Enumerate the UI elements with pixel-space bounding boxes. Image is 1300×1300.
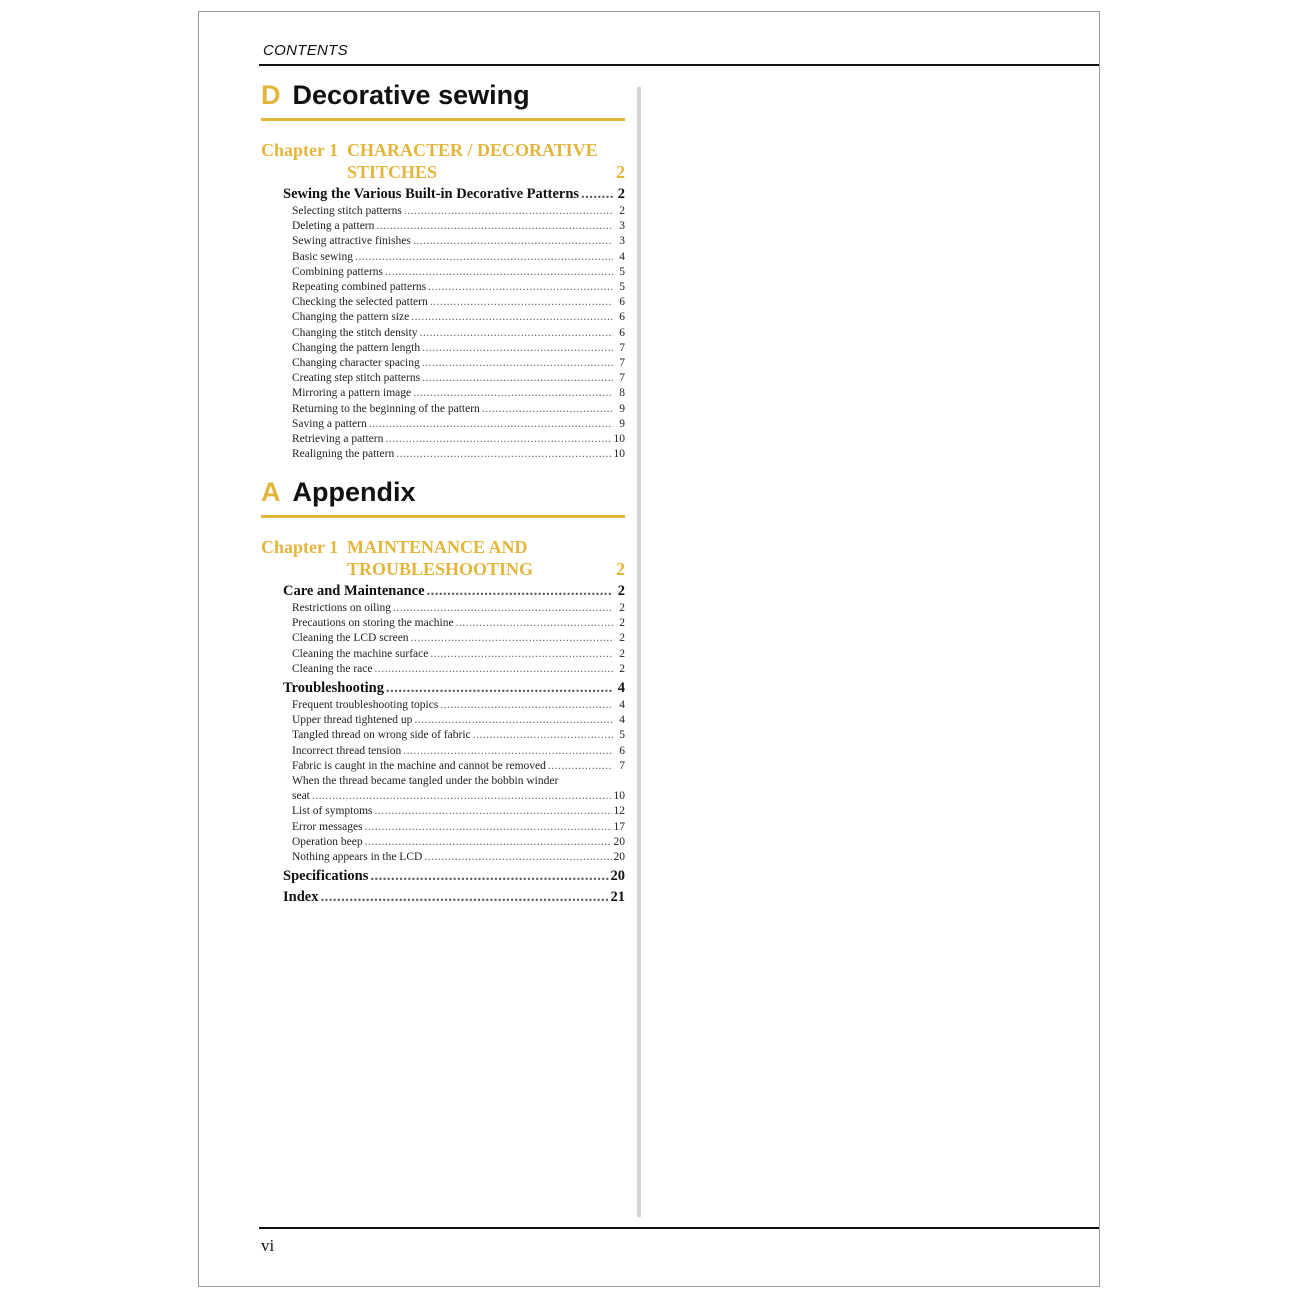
leader-dots xyxy=(370,867,608,886)
entry-page: 10 xyxy=(613,790,625,803)
toc-entry[interactable] xyxy=(292,250,625,265)
leader-dots xyxy=(365,820,612,835)
section-items xyxy=(261,804,625,865)
toc-section-specifications[interactable] xyxy=(283,867,625,886)
entry-page: 6 xyxy=(619,744,625,757)
entry-title: Precautions on storing the machine xyxy=(292,617,454,630)
toc-entry[interactable] xyxy=(292,616,625,631)
entry-title: Upper thread tightened up xyxy=(292,714,413,727)
entry-title: Changing the stitch density xyxy=(292,326,418,339)
toc-entry[interactable] xyxy=(292,219,625,234)
toc-entry[interactable] xyxy=(292,850,625,865)
leader-dots xyxy=(386,679,613,698)
entry-page: 17 xyxy=(613,820,625,833)
entry-line-1: When the thread became tangled under the bobbin winder xyxy=(292,775,559,788)
leader-dots xyxy=(411,310,613,325)
entry-title: Retrieving a pattern xyxy=(292,433,384,446)
entry-title: Changing the pattern size xyxy=(292,311,410,324)
section-items xyxy=(261,698,625,774)
leader-dots xyxy=(369,417,613,432)
entry-page: 20 xyxy=(613,851,625,864)
entry-page: 4 xyxy=(619,714,625,727)
leader-dots xyxy=(376,219,613,234)
entry-page: 2 xyxy=(619,602,625,614)
entry-page: 2 xyxy=(619,647,625,660)
header-rule xyxy=(259,64,1099,66)
section-page: 2 xyxy=(617,583,625,599)
entry-page: 2 xyxy=(619,662,625,675)
footer-rule xyxy=(259,1227,1099,1229)
chapter-heading[interactable] xyxy=(261,139,625,183)
entry-page: 2 xyxy=(619,617,625,630)
manual-page xyxy=(198,11,1100,1287)
leader-dots xyxy=(420,326,613,341)
chapter-label: Chapter 1 xyxy=(261,140,339,160)
entry-page: 3 xyxy=(619,235,625,248)
toc-section-troubleshooting[interactable] xyxy=(283,679,625,698)
entry-page: 7 xyxy=(619,759,625,772)
leader-dots xyxy=(413,234,613,249)
entry-page: 5 xyxy=(619,281,625,294)
toc-part-d xyxy=(261,80,625,462)
entry-title: Returning to the beginning of the pattern xyxy=(292,402,480,415)
chapter-page: 2 xyxy=(616,162,625,182)
toc-entry[interactable] xyxy=(292,804,625,819)
leader-dots xyxy=(385,265,613,280)
entry-title: Selecting stitch patterns xyxy=(292,205,402,217)
toc-entry[interactable] xyxy=(292,265,625,280)
toc-section-index[interactable] xyxy=(283,888,625,907)
entry-title: Creating step stitch patterns xyxy=(292,372,421,385)
leader-dots xyxy=(430,295,613,310)
leader-dots xyxy=(440,698,613,713)
toc-entry[interactable] xyxy=(292,295,625,310)
entry-title: Restrictions on oiling xyxy=(292,602,392,614)
toc-entry[interactable] xyxy=(292,356,625,371)
toc-entry[interactable] xyxy=(292,744,625,759)
toc-entry[interactable] xyxy=(292,386,625,401)
toc-entry[interactable] xyxy=(292,835,625,850)
section-items xyxy=(261,204,625,462)
chapter-page: 2 xyxy=(616,559,625,579)
part-title: Appendix xyxy=(292,477,416,507)
toc-entry[interactable] xyxy=(292,447,625,462)
toc-entry[interactable] xyxy=(292,417,625,432)
toc-entry[interactable] xyxy=(292,631,625,646)
entry-page: 6 xyxy=(619,326,625,339)
toc-entry[interactable] xyxy=(292,341,625,356)
entry-page: 10 xyxy=(613,448,625,461)
section-title: Index xyxy=(283,889,319,906)
entry-page: 7 xyxy=(619,341,625,354)
chapter-label: Chapter 1 xyxy=(261,537,339,557)
entry-title: Cleaning the LCD screen xyxy=(292,632,409,645)
entry-title: Cleaning the machine surface xyxy=(292,647,429,660)
chapter-title: MAINTENANCE AND TROUBLESHOOTING xyxy=(347,537,534,579)
toc-entry[interactable] xyxy=(292,759,625,774)
chapter-title: CHARACTER / DECORATIVE STITCHES xyxy=(347,140,598,182)
part-letter: A xyxy=(261,477,281,507)
entry-page: 4 xyxy=(619,699,625,712)
leader-dots xyxy=(428,280,613,295)
section-title: Troubleshooting xyxy=(283,680,384,697)
section-page: 4 xyxy=(617,680,625,697)
entry-title: Cleaning the race xyxy=(292,662,373,675)
entry-title: Fabric is caught in the machine and cannot be removed xyxy=(292,759,546,772)
entry-page: 5 xyxy=(619,729,625,742)
entry-page: 10 xyxy=(613,433,625,446)
entry-title: Repeating combined patterns xyxy=(292,281,427,294)
entry-title: Combining patterns xyxy=(292,265,384,278)
toc-entry-wrapped[interactable] xyxy=(292,774,625,789)
entry-title: Operation beep xyxy=(292,835,363,848)
entry-title: List of symptoms xyxy=(292,805,373,818)
leader-dots xyxy=(355,250,613,265)
entry-title: Frequent troubleshooting topics xyxy=(292,699,439,712)
toc-entry[interactable] xyxy=(292,310,625,325)
entry-page: 20 xyxy=(613,835,625,848)
entry-title: Deleting a pattern xyxy=(292,220,375,233)
section-page: 21 xyxy=(610,889,625,906)
leader-dots xyxy=(422,341,613,356)
toc-entry[interactable] xyxy=(292,326,625,341)
toc-entry[interactable] xyxy=(292,647,625,662)
toc-entry[interactable] xyxy=(292,662,625,677)
leader-dots xyxy=(404,204,613,219)
section-items xyxy=(261,601,625,677)
column-divider xyxy=(637,87,641,1217)
entry-page: 3 xyxy=(619,220,625,233)
entry-title: Tangled thread on wrong side of fabric xyxy=(292,729,471,742)
entry-line-2: seat xyxy=(292,790,310,803)
toc-entry[interactable] xyxy=(292,371,625,386)
toc-entry[interactable] xyxy=(292,204,625,219)
leader-dots xyxy=(548,759,613,774)
entry-title: Sewing attractive finishes xyxy=(292,235,411,248)
toc-entry[interactable] xyxy=(292,234,625,249)
section-title: Care and Maintenance xyxy=(283,583,425,599)
entry-title: Nothing appears in the LCD xyxy=(292,851,423,864)
leader-dots xyxy=(581,185,613,204)
leader-dots xyxy=(374,662,613,677)
toc-entry[interactable] xyxy=(292,432,625,447)
entry-page: 7 xyxy=(619,357,625,370)
leader-dots xyxy=(427,582,613,601)
toc-part-a xyxy=(261,477,625,907)
entry-page: 6 xyxy=(619,296,625,309)
entry-page: 8 xyxy=(619,387,625,400)
toc-entry[interactable] xyxy=(292,728,625,743)
toc-entry[interactable] xyxy=(292,280,625,295)
entry-title: Realigning the pattern xyxy=(292,448,395,461)
leader-dots xyxy=(456,616,613,631)
leader-dots xyxy=(396,447,611,462)
leader-dots xyxy=(473,728,613,743)
toc-section[interactable] xyxy=(283,185,625,204)
leader-dots xyxy=(482,402,613,417)
entry-page: 7 xyxy=(619,372,625,385)
entry-page: 4 xyxy=(619,250,625,263)
entry-page: 9 xyxy=(619,402,625,415)
page-number: vi xyxy=(261,1236,275,1255)
leader-dots xyxy=(422,356,613,371)
leader-dots xyxy=(424,850,611,865)
leader-dots xyxy=(403,744,613,759)
entry-title: Changing the pattern length xyxy=(292,341,421,354)
part-title: Decorative sewing xyxy=(292,80,530,110)
entry-page: 5 xyxy=(619,265,625,278)
section-page: 20 xyxy=(610,868,625,885)
toc-entry[interactable] xyxy=(292,601,625,616)
toc-entry-wrapped-cont[interactable] xyxy=(292,789,625,804)
running-head: CONTENTS xyxy=(263,42,348,59)
leader-dots xyxy=(430,647,613,662)
entry-page: 9 xyxy=(619,417,625,430)
leader-dots xyxy=(422,371,613,386)
chapter-heading[interactable] xyxy=(261,536,625,580)
entry-page: 2 xyxy=(619,205,625,217)
toc-section-care[interactable] xyxy=(283,582,625,601)
entry-title: Checking the selected pattern xyxy=(292,296,428,309)
section-title: Specifications xyxy=(283,868,369,885)
part-heading xyxy=(261,80,625,121)
entry-title: Error messages xyxy=(292,820,363,833)
leader-dots xyxy=(375,804,612,819)
part-heading xyxy=(261,477,625,518)
entry-title: Mirroring a pattern image xyxy=(292,387,412,400)
leader-dots xyxy=(413,386,613,401)
entry-page: 12 xyxy=(613,805,625,818)
entry-title: Saving a pattern xyxy=(292,417,367,430)
part-letter: D xyxy=(261,80,281,110)
entry-title: Incorrect thread tension xyxy=(292,744,402,757)
toc-entry[interactable] xyxy=(292,698,625,713)
entry-title: Basic sewing xyxy=(292,250,354,263)
entry-page: 6 xyxy=(619,311,625,324)
leader-dots xyxy=(320,888,608,907)
leader-dots xyxy=(385,432,611,447)
leader-dots xyxy=(414,713,613,728)
leader-dots xyxy=(365,835,612,850)
entry-page: 2 xyxy=(619,632,625,645)
section-title: Sewing the Various Built-in Decorative Patterns xyxy=(283,186,580,202)
section-page: 2 xyxy=(617,186,625,202)
toc-entry[interactable] xyxy=(292,402,625,417)
leader-dots xyxy=(312,789,612,804)
toc-entry[interactable] xyxy=(292,713,625,728)
leader-dots xyxy=(393,601,613,616)
leader-dots xyxy=(411,631,613,646)
entry-title: Changing character spacing xyxy=(292,357,420,370)
toc-entry[interactable] xyxy=(292,820,625,835)
